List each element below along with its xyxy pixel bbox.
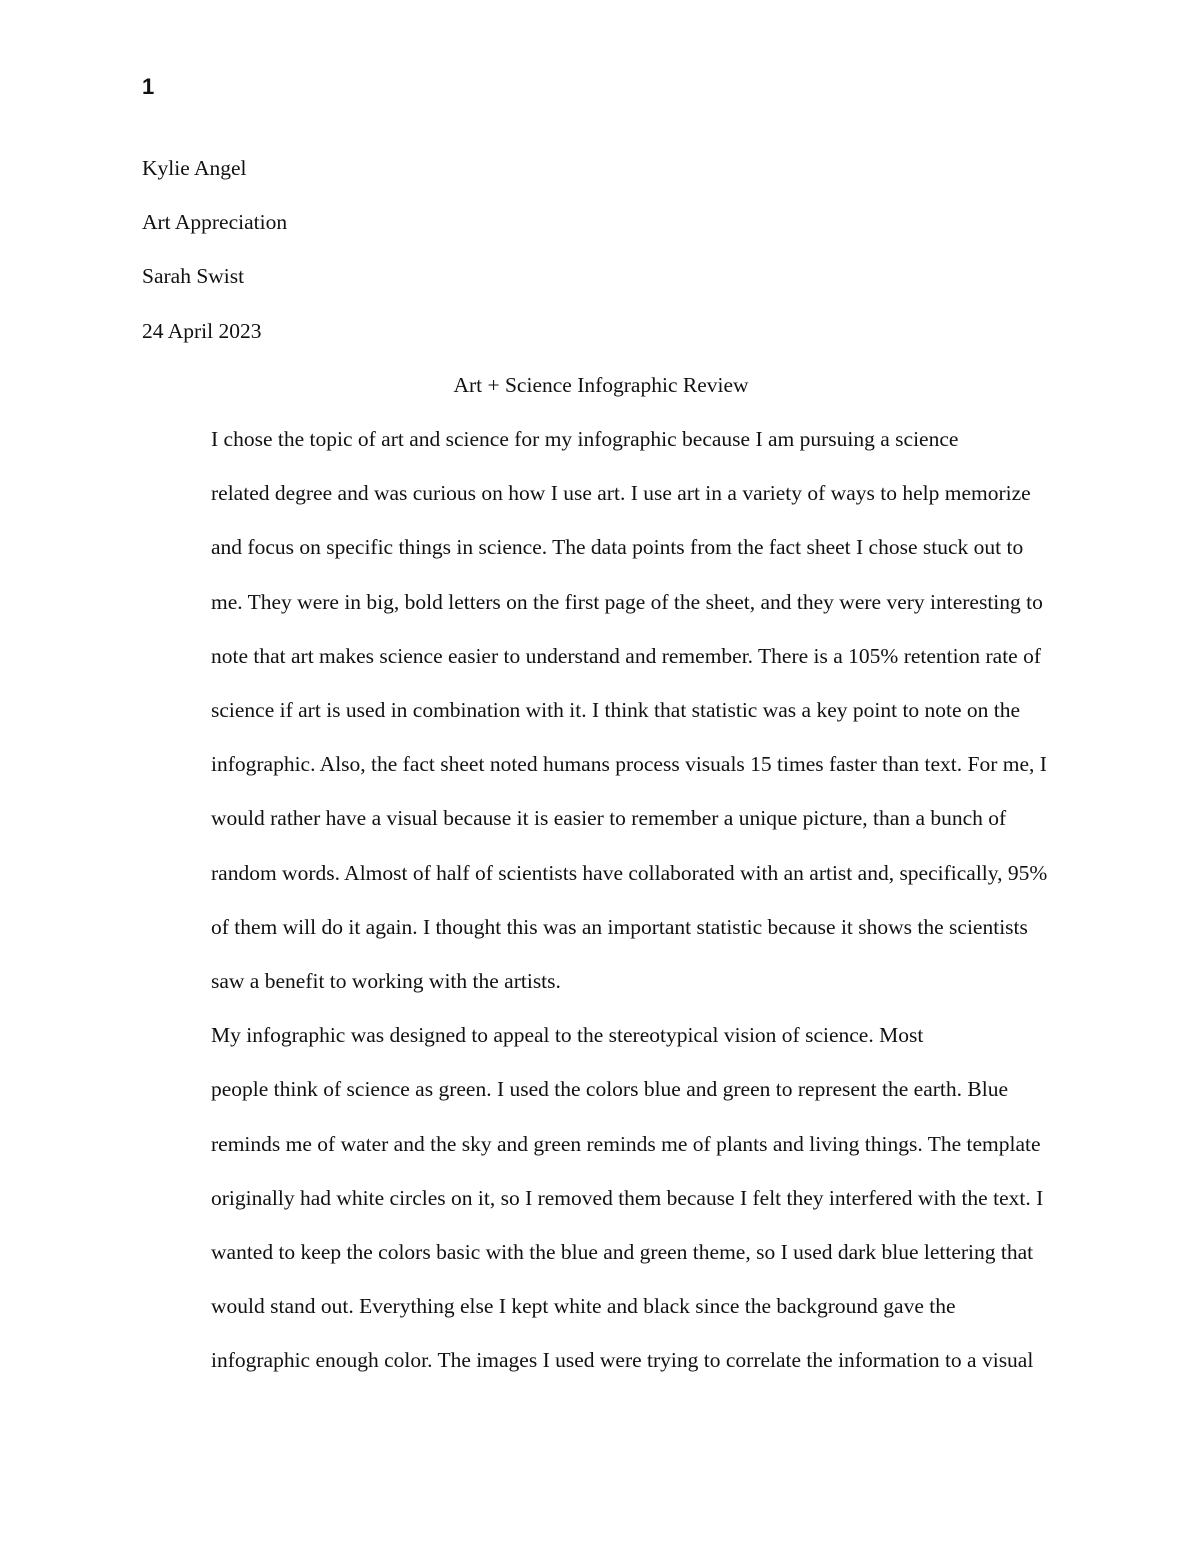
paragraph-line: reminds me of water and the sky and green reminds me of plants and living things. The template [211,1131,1041,1156]
course-name: Art Appreciation [142,210,288,235]
paragraph-line: wanted to keep the colors basic with the blue and green theme, so I used dark blue lettering that [211,1240,1034,1265]
paragraph-line: me. They were in big, bold letters on the first page of the sheet, and they were very interesting to [211,589,1043,614]
paragraph-line: note that art makes science easier to understand and remember. There is a 105% retention rate of [211,643,1042,668]
paragraph-line: science if art is used in combination with it. I think that statistic was a key point to note on the [211,698,1021,723]
paragraph-line: saw a benefit to working with the artists. [211,969,561,994]
paragraph-line: would rather have a visual because it is easier to remember a unique picture, than a bunch of [211,806,1007,831]
author-name: Kylie Angel [142,156,247,180]
paragraph-line: of them will do it again. I thought this was an important statistic because it shows the scientists [211,914,1028,939]
paragraph-line: infographic. Also, the fact sheet noted humans process visuals 15 times faster than text. For me, I [211,752,1047,777]
paragraph-2 [142,1008,1060,1387]
page-number: 1 [142,74,155,99]
paragraph-line: My infographic was designed to appeal to the stereotypical vision of science. Most [211,1023,924,1048]
paragraph-line: I chose the topic of art and science for my infographic because I am pursuing a science [211,427,959,452]
paragraph-line: people think of science as green. I used the colors blue and green to represent the earth. Blue [211,1077,1008,1102]
paragraph-line: would stand out. Everything else I kept white and black since the background gave the [211,1294,956,1319]
paragraph-1 [142,412,1060,1008]
paragraph-line: related degree and was curious on how I use art. I use art in a variety of ways to help memorize [211,481,1031,506]
paragraph-line: infographic enough color. The images I used were trying to correlate the information to a visual [211,1348,1034,1373]
paragraph-line: originally had white circles on it, so I removed them because I felt they interfered with the text. I [211,1185,1044,1210]
paragraph-line: and focus on specific things in science. The data points from the fact sheet I chose stuck out to [211,535,1024,560]
paragraph-line: random words. Almost of half of scientists have collaborated with an artist and, specifically, 95% [211,860,1048,885]
document-date: 24 April 2023 [142,318,262,343]
document-title: Art + Science Infographic Review [453,372,749,397]
instructor-name: Sarah Swist [142,264,245,289]
document-body [142,141,1060,1388]
